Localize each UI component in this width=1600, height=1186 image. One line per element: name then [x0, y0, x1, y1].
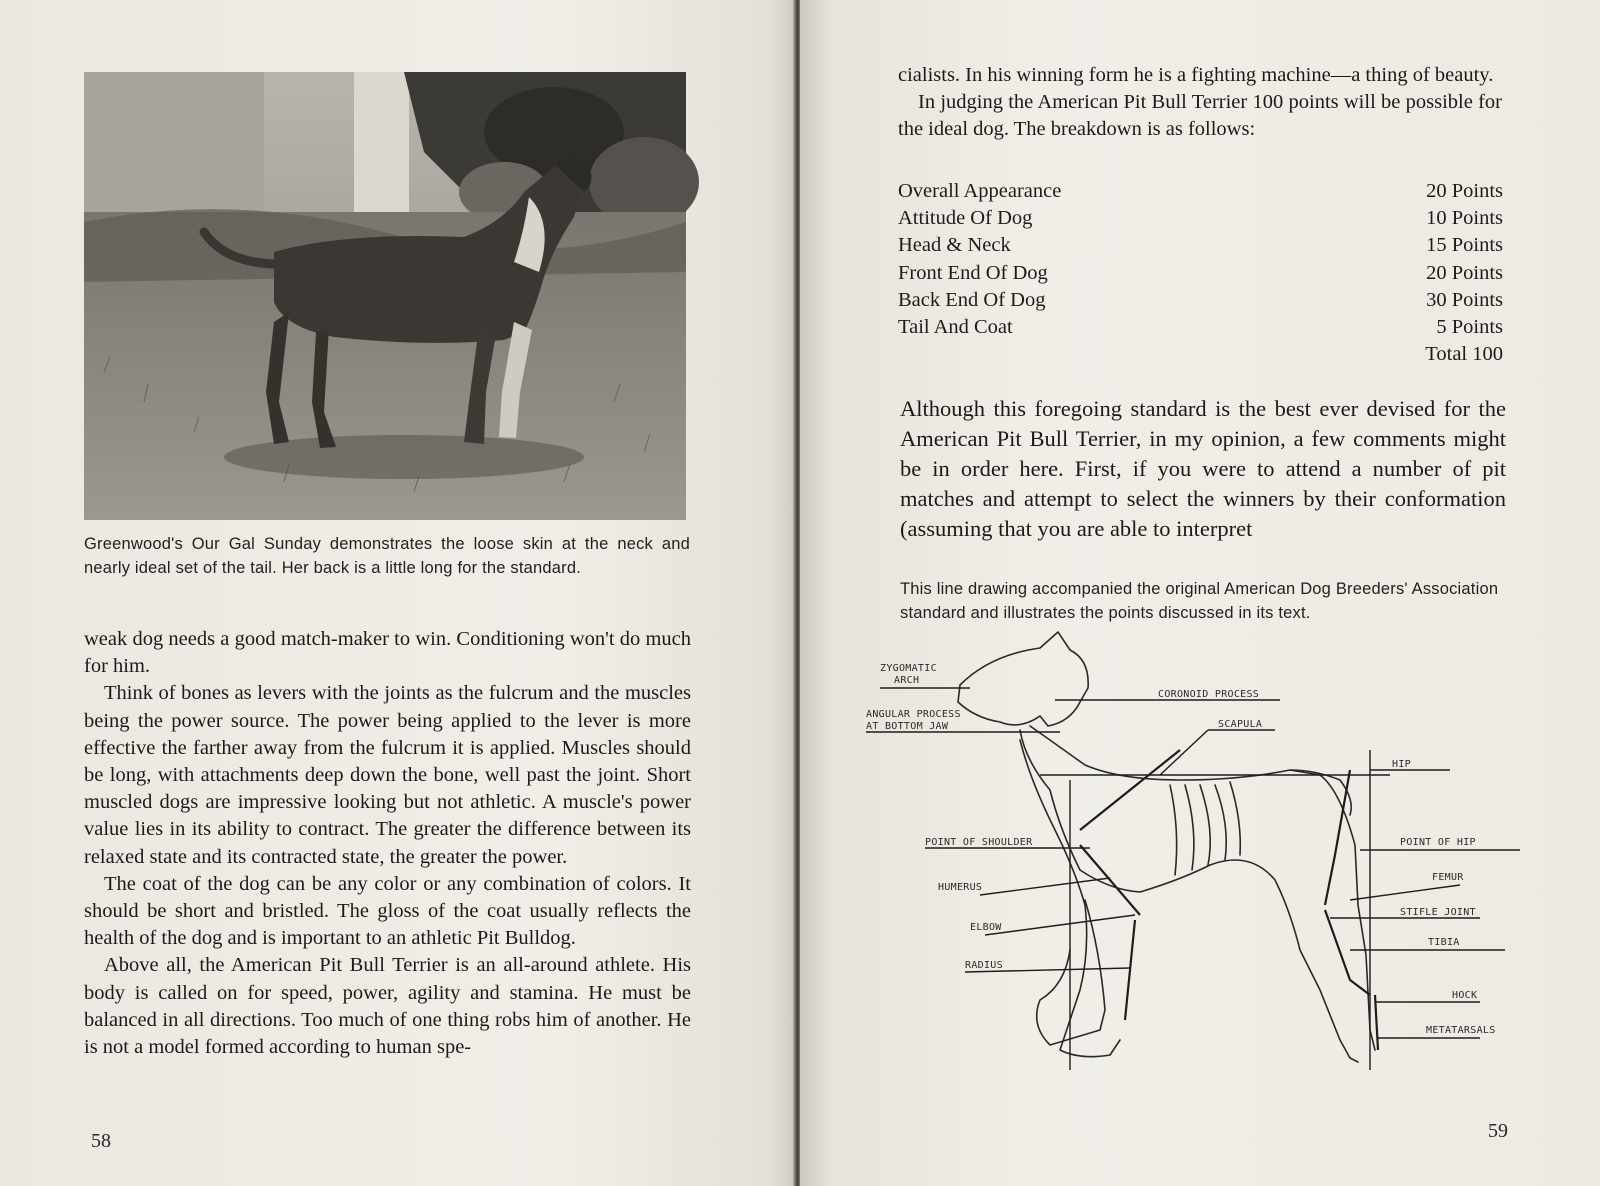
- diagram-label: HIP: [1392, 759, 1411, 770]
- diagram-label: POINT OF HIP: [1400, 837, 1476, 848]
- points-value: 15 Points: [1426, 234, 1503, 257]
- humerus-bone: [1080, 845, 1140, 915]
- diagram-label: SCAPULA: [1218, 719, 1263, 730]
- paragraph: Above all, the American Pit Bull Terrier is an all-around athlete. His body is called on for speed, power, agility and stamina. He must be balanced in all directions. Too much of one thing robs him of another. He is not a model formed according to human spe-: [84, 954, 691, 1059]
- left-body-text: [84, 626, 691, 1061]
- page-number-right: 59: [1488, 1120, 1508, 1142]
- paragraph: The coat of the dog can be any color or any combination of colors. It should be short and bristled. The gloss of the coat usually reflects the health of the dog and is important to an athletic Pit Bulldog.: [84, 872, 691, 950]
- diagram-label: AT BOTTOM JAW: [866, 721, 949, 732]
- dog-photo-image: [84, 72, 686, 520]
- diagram-label: HUMERUS: [938, 882, 983, 893]
- points-label: Back End Of Dog: [898, 288, 1046, 311]
- points-label: Tail And Coat: [898, 316, 1013, 339]
- dog-outline: [1037, 900, 1105, 1045]
- dog-outline: [958, 632, 1088, 726]
- right-top-text: [898, 62, 1502, 144]
- points-label: Overall Appearance: [898, 180, 1062, 202]
- tibia-bone: [1325, 910, 1370, 995]
- diagram-label: FEMUR: [1432, 872, 1464, 883]
- points-total: Total 100: [1425, 343, 1503, 366]
- diagram-label: METATARSALS: [1426, 1025, 1496, 1036]
- photo-caption: Greenwood's Our Gal Sunday demonstrates the loose skin at the neck and nearly ideal set of the tail. Her back is a little long for the standard.: [84, 535, 690, 577]
- diagram-label: ARCH: [894, 675, 920, 686]
- dog-photo: [84, 72, 686, 520]
- leader-line: [985, 915, 1135, 935]
- paragraph: cialists. In his winning form he is a fighting machine—a thing of beauty.: [898, 64, 1494, 86]
- points-value: 20 Points: [1426, 180, 1503, 202]
- right-body-paragraph: Although this foregoing standard is the best ever devised for the American Pit Bull Terrier, in my opinion, a few comments might be in order here. First, if you were to attend a number of pit matches and attempt to select the winners by their conformation (assuming that you are able to interpret: [900, 396, 1506, 541]
- points-table: [898, 178, 1503, 368]
- diagram-label: STIFLE JOINT: [1400, 907, 1476, 918]
- paragraph: In judging the American Pit Bull Terrier 100 points will be possible for the ideal dog. The breakdown is as follows:: [898, 91, 1502, 141]
- points-label: Head & Neck: [898, 234, 1011, 257]
- diagram-label: ANGULAR PROCESS: [866, 709, 961, 720]
- points-row: [898, 205, 1503, 232]
- points-value: 20 Points: [1426, 261, 1503, 284]
- points-label: Attitude Of Dog: [898, 207, 1033, 230]
- points-row: [898, 178, 1503, 205]
- leader-line: [1350, 885, 1460, 900]
- diagram-label: HOCK: [1452, 990, 1478, 1001]
- leader-line: [1160, 730, 1208, 775]
- dog-anatomy-diagram: [866, 630, 1540, 1100]
- points-row: [898, 314, 1503, 341]
- points-value: 30 Points: [1426, 288, 1503, 311]
- scapula-bone: [1080, 750, 1180, 830]
- diagram-label: TIBIA: [1428, 937, 1460, 948]
- diagram-label: RADIUS: [965, 960, 1003, 971]
- radius-bone: [1125, 920, 1135, 1020]
- diagram-label: ELBOW: [970, 922, 1002, 933]
- points-value: 10 Points: [1426, 207, 1503, 230]
- points-row: [898, 232, 1503, 259]
- points-row: [898, 287, 1503, 314]
- diagram-label: POINT OF SHOULDER: [925, 837, 1033, 848]
- points-value: 5 Points: [1436, 316, 1503, 339]
- paragraph: weak dog needs a good match-maker to win. Conditioning won't do much for him.: [84, 628, 691, 678]
- paragraph: Think of bones as levers with the joints as the fulcrum and the muscles being the power source. The power being applied to the lever is more effective the farther away from the fulcrum it is applied. Muscles should be long, with attachments deep down the bone, well past the joint. Short muscled dogs are impressive looking but not athletic. A muscle's power value lies in its ability to contract. The greater the difference between its relaxed state and its contracted state, the greater the power.: [84, 682, 691, 868]
- points-label: Front End Of Dog: [898, 261, 1048, 284]
- diagram-label: CORONOID PROCESS: [1158, 689, 1260, 700]
- points-row: [898, 260, 1503, 287]
- page-number-left: 58: [91, 1130, 111, 1152]
- femur-bone: [1325, 770, 1350, 905]
- diagram-label: ZYGOMATIC: [880, 663, 937, 674]
- leader-line: [980, 878, 1110, 895]
- drawing-caption: This line drawing accompanied the original American Dog Breeders' Association standard and illustrates the points discussed in its text.: [900, 580, 1499, 622]
- dog-anatomy-drawing: [866, 630, 1540, 1100]
- metatarsal-bone: [1375, 995, 1378, 1050]
